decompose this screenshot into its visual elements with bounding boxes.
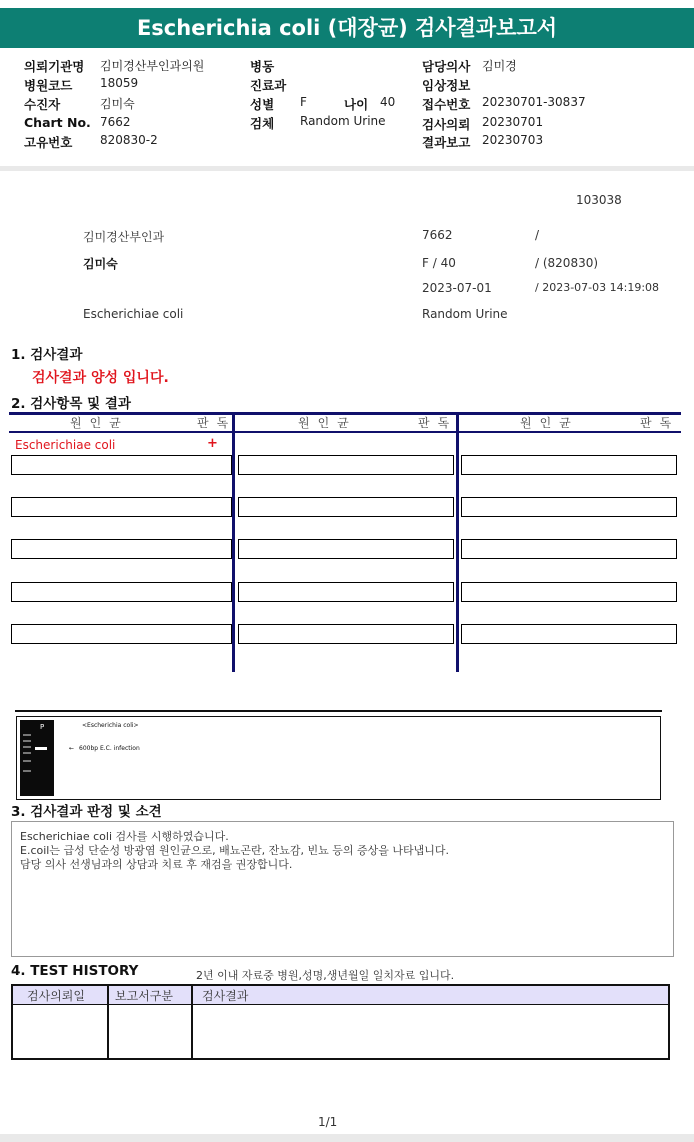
positive-band bbox=[35, 747, 47, 750]
comment-line: Escherichiae coli 검사를 시행하였습니다. bbox=[20, 830, 229, 843]
result-cell bbox=[11, 582, 232, 602]
institution-value: 김미경산부인과의원 bbox=[100, 59, 205, 73]
gel-arrow: ← bbox=[69, 745, 75, 752]
result-cell bbox=[238, 497, 454, 517]
section1-title: 1. 검사결과 bbox=[11, 347, 83, 363]
result-positive-mark: + bbox=[207, 436, 218, 451]
gel-caption: <Escherichia coli> bbox=[82, 722, 139, 729]
unique-value: 820830-2 bbox=[100, 133, 158, 147]
receipt-value: 20230701-30837 bbox=[482, 95, 586, 109]
report-title: Escherichia coli (대장균) 검사결과보고서 bbox=[0, 8, 694, 48]
grid-column-separator bbox=[456, 412, 459, 672]
age-label: 나이 bbox=[344, 97, 369, 112]
section2-title: 2. 검사항목 및 결과 bbox=[11, 396, 131, 412]
gel-top-line bbox=[15, 710, 662, 712]
chart-value: 7662 bbox=[100, 115, 131, 129]
history-header-type: 보고서구분 bbox=[115, 989, 173, 1003]
history-header-result: 검사결과 bbox=[202, 989, 249, 1003]
comment-line: 담당 의사 선생님과의 상담과 치료 후 재검을 권장합니다. bbox=[20, 858, 293, 871]
footer-strip bbox=[0, 1134, 694, 1142]
clinical-label: 임상정보 bbox=[422, 78, 471, 93]
unique-label: 고유번호 bbox=[24, 135, 73, 150]
result-cell bbox=[238, 624, 454, 644]
sex-label: 성별 bbox=[250, 97, 275, 112]
result-cell bbox=[11, 497, 232, 517]
result-cell bbox=[11, 624, 232, 644]
gel-lane-n: N bbox=[56, 723, 62, 731]
receipt-label: 접수번호 bbox=[422, 97, 471, 112]
page-number: 1/1 bbox=[318, 1115, 338, 1129]
doctor-value: 김미경 bbox=[482, 59, 517, 73]
specimen-label: 검체 bbox=[250, 116, 275, 131]
chart-label: Chart No. bbox=[24, 115, 91, 130]
grid-column-separator bbox=[232, 412, 235, 672]
patient-name: 김미숙 bbox=[83, 257, 118, 271]
result-cell bbox=[461, 582, 677, 602]
examinee-value: 김미숙 bbox=[100, 97, 135, 111]
col-header-organism: 원인균 bbox=[298, 416, 357, 430]
patient-report-datetime: / 2023-07-03 14:19:08 bbox=[535, 281, 660, 294]
history-note: 2년 이내 자료중 병원,성명,생년월일 일치자료 입니다. bbox=[196, 969, 455, 982]
patient-birth: / (820830) bbox=[535, 256, 599, 270]
gel-image bbox=[20, 720, 62, 796]
gel-band-note: 600bp E.C. infection bbox=[79, 745, 140, 752]
patient-sex-age: F / 40 bbox=[422, 256, 456, 270]
patient-clinic: 김미경산부인과 bbox=[83, 230, 165, 244]
history-header-date: 검사의뢰일 bbox=[27, 989, 85, 1003]
patient-specimen: Random Urine bbox=[422, 307, 508, 321]
examinee-label: 수진자 bbox=[24, 97, 61, 112]
history-table-header bbox=[13, 986, 668, 1005]
comment-line: E.coil는 급성 단순성 방광염 원인균으로, 배뇨곤란, 잔뇨감, 빈뇨 등의 증상을 나타냅니다. bbox=[20, 844, 449, 857]
doctor-label: 담당의사 bbox=[422, 59, 471, 74]
specimen-value: Random Urine bbox=[300, 114, 386, 128]
report-value: 20230703 bbox=[482, 133, 544, 147]
col-header-organism: 원인균 bbox=[70, 416, 129, 430]
separator-strip bbox=[0, 166, 694, 171]
result-cell bbox=[461, 497, 677, 517]
result-cell bbox=[461, 455, 677, 475]
hospital-code-value: 18059 bbox=[100, 76, 139, 90]
ward-label: 병동 bbox=[250, 59, 275, 74]
result-cell bbox=[461, 624, 677, 644]
section3-title: 3. 검사결과 판정 및 소견 bbox=[11, 804, 162, 820]
patient-id: 103038 bbox=[576, 193, 622, 207]
dept-label: 진료과 bbox=[250, 78, 287, 93]
patient-slash: / bbox=[535, 228, 540, 242]
history-col-separator bbox=[107, 984, 109, 1060]
history-col-separator bbox=[191, 984, 193, 1060]
institution-label: 의뢰기관명 bbox=[24, 59, 85, 74]
ladder-band bbox=[23, 734, 31, 736]
patient-request-date: 2023-07-01 bbox=[422, 281, 492, 295]
ladder-band bbox=[23, 760, 31, 762]
hospital-code-label: 병원코드 bbox=[24, 78, 73, 93]
ladder-band bbox=[23, 746, 31, 748]
result-cell bbox=[238, 455, 454, 475]
age-value: 40 bbox=[380, 95, 396, 109]
result-organism: Escherichiae coli bbox=[15, 438, 116, 452]
result-cell bbox=[11, 455, 232, 475]
section4-title: 4. TEST HISTORY bbox=[11, 963, 139, 979]
ladder-band bbox=[23, 740, 31, 742]
patient-organism: Escherichiae coli bbox=[83, 307, 184, 321]
result-cell bbox=[238, 582, 454, 602]
request-value: 20230701 bbox=[482, 115, 544, 129]
result-cell bbox=[11, 539, 232, 559]
report-label: 결과보고 bbox=[422, 135, 471, 150]
result-cell bbox=[238, 539, 454, 559]
col-header-result: 판독 bbox=[640, 416, 680, 430]
col-header-organism: 원인균 bbox=[520, 416, 579, 430]
patient-chart: 7662 bbox=[422, 228, 453, 242]
sex-value: F bbox=[300, 95, 307, 109]
ladder-band bbox=[23, 770, 31, 772]
col-header-result: 판독 bbox=[197, 416, 237, 430]
header-info bbox=[0, 50, 694, 167]
result-message: 검사결과 양성 입니다. bbox=[32, 370, 169, 386]
request-label: 검사의뢰 bbox=[422, 117, 471, 132]
col-header-result: 판독 bbox=[418, 416, 458, 430]
grid-header-line bbox=[9, 431, 681, 433]
gel-lane-p: P bbox=[40, 723, 45, 731]
result-cell bbox=[461, 539, 677, 559]
ladder-band bbox=[23, 752, 31, 754]
